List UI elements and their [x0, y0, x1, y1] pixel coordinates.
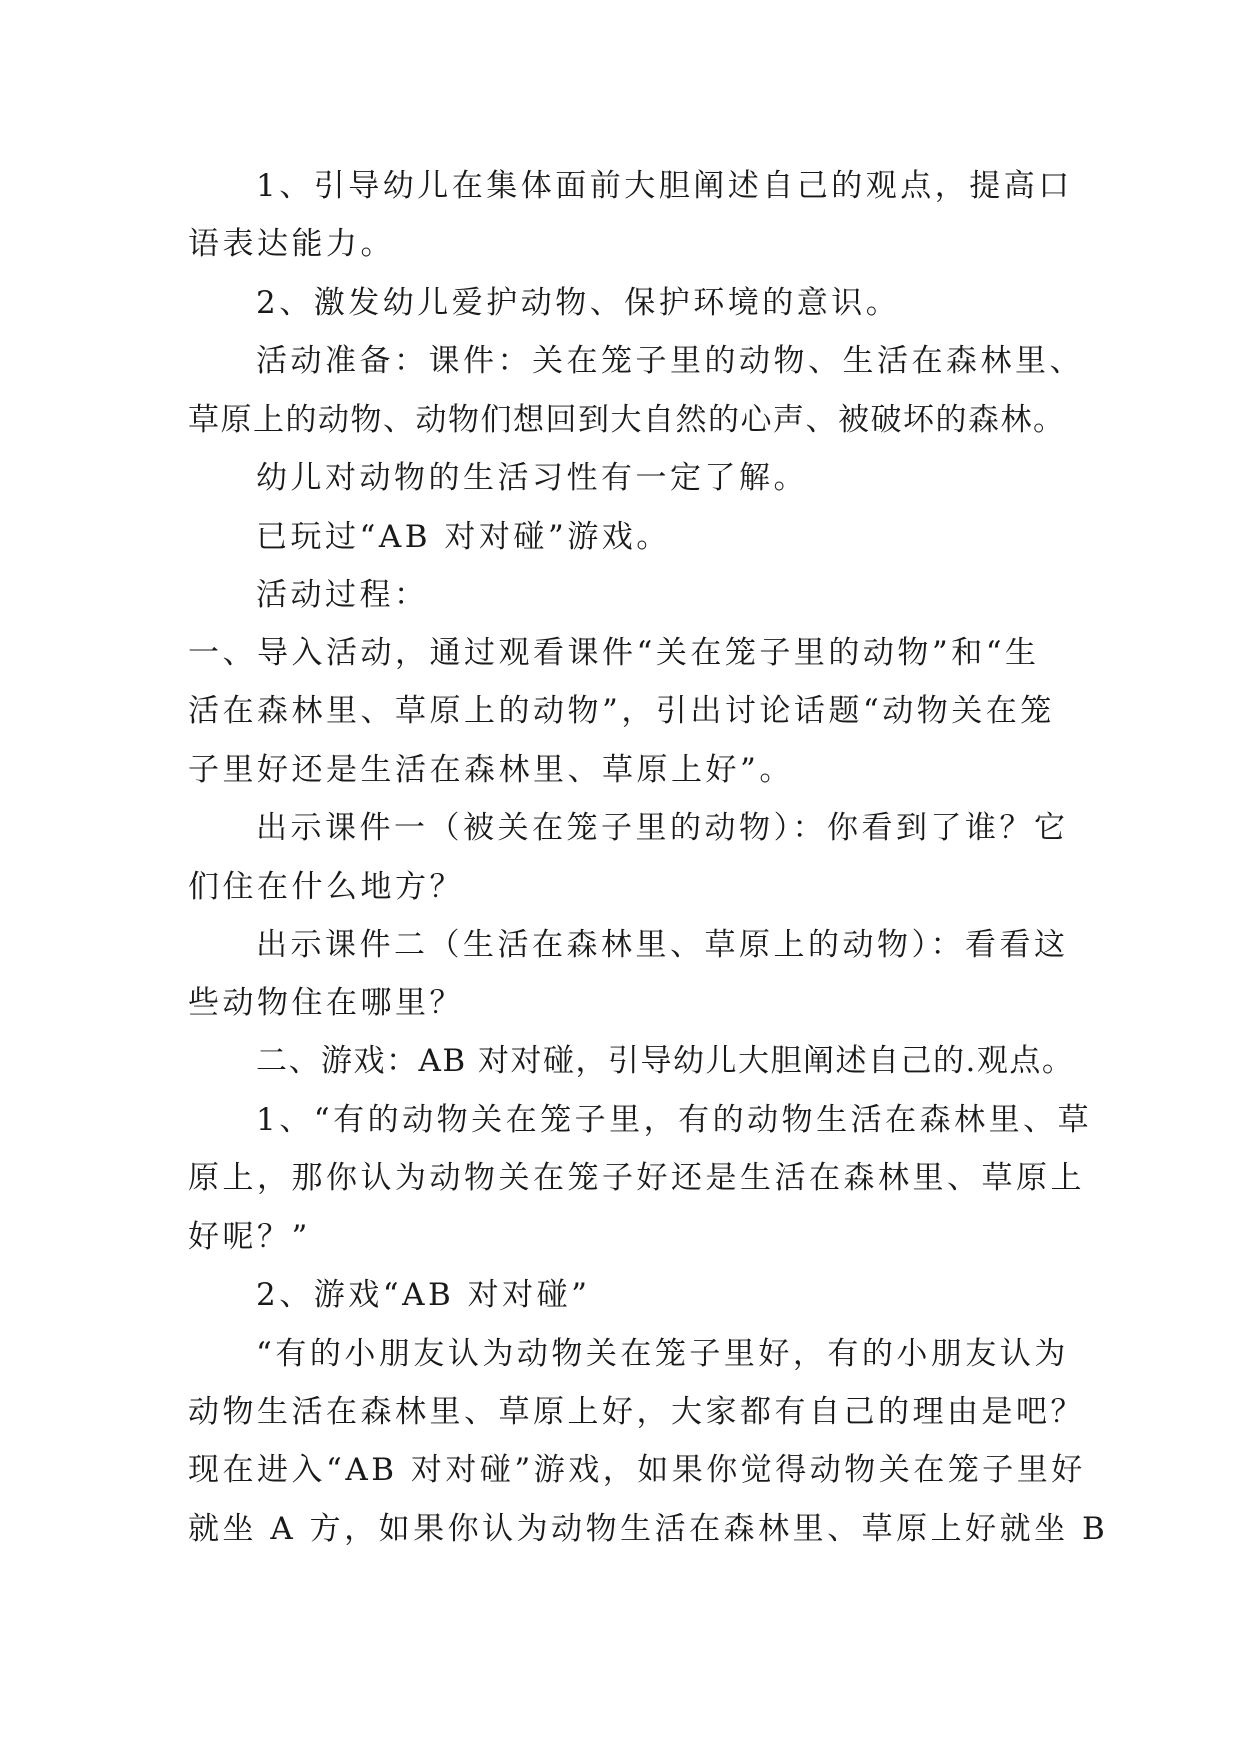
paragraph-line: 们住在什么地方？ [188, 869, 464, 905]
paragraph-line: 好呢？” [188, 1219, 311, 1255]
paragraph-line: 活动准备：课件：关在笼子里的动物、生活在森林里、 [256, 343, 1084, 379]
paragraph-line: 出示课件一（被关在笼子里的动物）：你看到了谁？它 [256, 810, 1069, 846]
paragraph-line: 2、游戏“AB 对对碰” [256, 1277, 591, 1313]
paragraph-line: 动物生活在森林里、草原上好，大家都有自己的理由是吧？ [188, 1394, 1085, 1430]
paragraph-line: 活动过程： [256, 577, 429, 613]
paragraph-line: 2、激发幼儿爱护动物、保护环境的意识。 [256, 285, 901, 321]
paragraph-line: 已玩过“AB 对对碰”游戏。 [256, 519, 671, 555]
paragraph-line: 子里好还是生活在森林里、草原上好”。 [188, 752, 794, 788]
paragraph-line: 一、导入活动，通过观看课件“关在笼子里的动物”和“生 [188, 635, 1040, 671]
paragraph-line: 活在森林里、草原上的动物”，引出讨论话题“动物关在笼 [188, 693, 1055, 729]
paragraph-line: 语表达能力。 [188, 226, 395, 262]
paragraph-line: 就坐 A 方，如果你认为动物生活在森林里、草原上好就坐 B [188, 1511, 1109, 1547]
paragraph-line: 1、“有的动物关在笼子里，有的动物生活在森林里、草 [256, 1102, 1093, 1138]
paragraph-line: 1、引导幼儿在集体面前大胆阐述自己的观点，提高口 [256, 168, 1073, 204]
paragraph-line: 现在进入“AB 对对碰”游戏，如果你觉得动物关在笼子里好 [188, 1452, 1086, 1488]
paragraph-line: 草原上的动物、动物们想回到大自然的心声、被破坏的森林。 [188, 402, 1066, 438]
paragraph-line: 幼儿对动物的生活习性有一定了解。 [256, 460, 808, 496]
paragraph-line: “有的小朋友认为动物关在笼子里好，有的小朋友认为 [256, 1336, 1069, 1372]
paragraph-line: 出示课件二（生活在森林里、草原上的动物）：看看这 [256, 927, 1069, 963]
paragraph-line: 二、游戏：AB 对对碰，引导幼儿大胆阐述自己的.观点。 [256, 1043, 1075, 1079]
paragraph-line: 些动物住在哪里？ [188, 985, 464, 1021]
paragraph-line: 原上，那你认为动物关在笼子好还是生活在森林里、草原上 [188, 1160, 1085, 1196]
